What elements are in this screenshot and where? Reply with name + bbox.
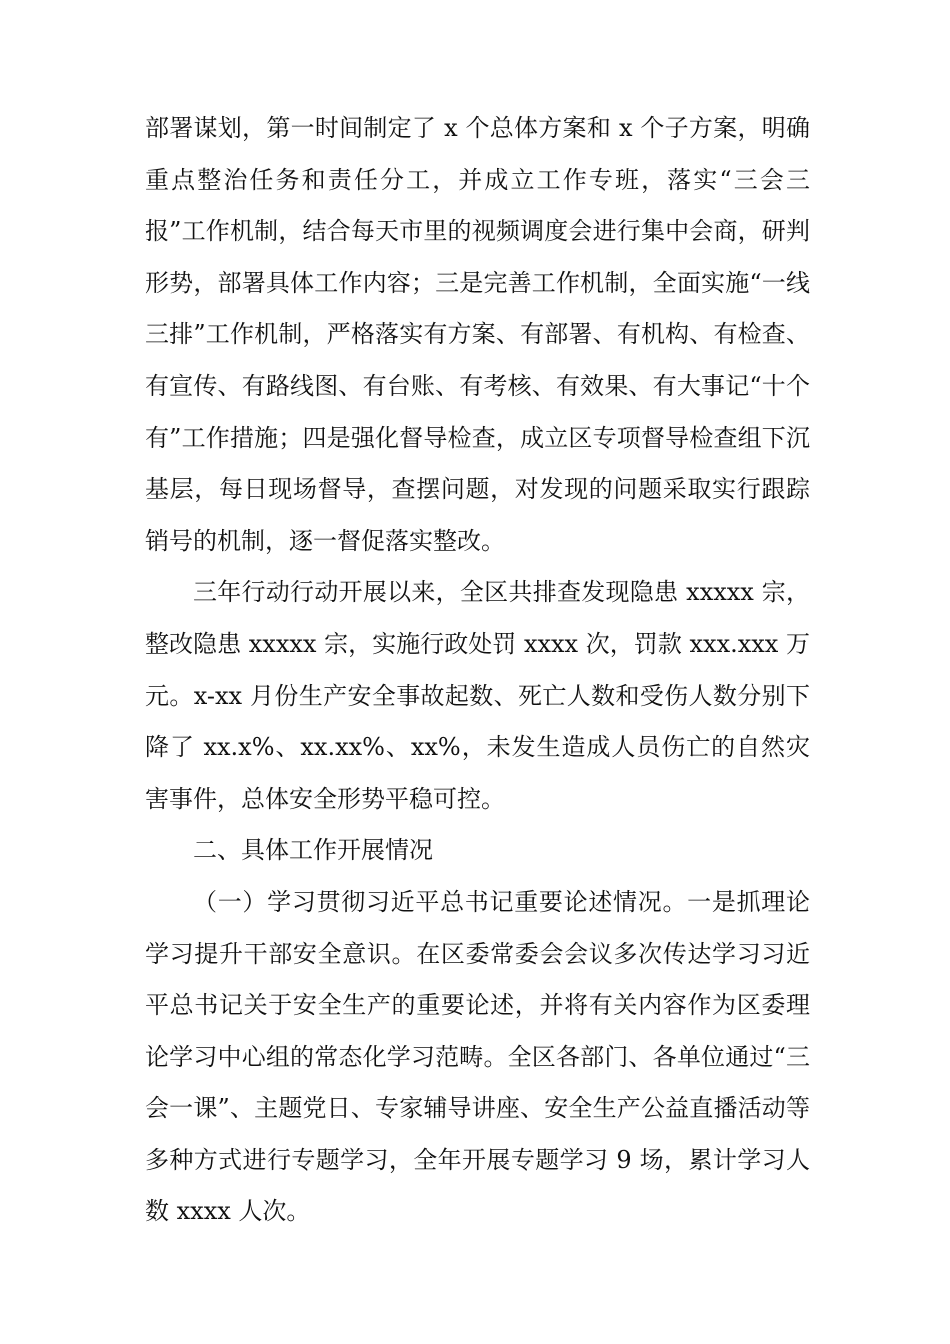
body-paragraph-2: 三年行动行动开展以来，全区共排查发现隐患 xxxxx 宗，整改隐患 xxxxx 宗，实施行政处罚 xxxx 次，罚款 xxx.xxx 万元。x-xx 月份生产安全事故起数、死亡人数和受伤人数分别下降了 xx.x%、xx.xx%、xx%，未发生造成人员伤亡的自然灾害事件，总体安全形势平稳可控。 [145,578,810,813]
body-paragraph-1: 部署谋划，第一时间制定了 x 个总体方案和 x 个子方案，明确重点整治任务和责任分工，并成立工作专班，落实“三会三报”工作机制，结合每天市里的视频调度会进行集中会商，研判形势，部署具体工作内容；三是完善工作机制，全面实施“一线三排”工作机制，严格落实有方案、有部署、有机构、有检查、有宣传、有路线图、有台账、有考核、有效果、有大事记“十个有”工作措施；四是强化督导检查，成立区专项督导检查组下沉基层，每日现场督导，查摆问题，对发现的问题采取实行跟踪销号的机制，逐一督促落实整改。 [145,114,810,555]
document-body [145,103,810,1238]
section-heading: 二、具体工作开展情况 [193,836,433,865]
body-paragraph-3: （一）学习贯彻习近平总书记重要论述情况。一是抓理论学习提升干部安全意识。在区委常委会会议多次传达学习习近平总书记关于安全生产的重要论述，并将有关内容作为区委理论学习中心组的常态化学习范畴。全区各部门、各单位通过“三会一课”、主题党日、专家辅导讲座、安全生产公益直播活动等多种方式进行专题学习，全年开展专题学习 9 场，累计学习人数 xxxx 人次。 [145,887,810,1226]
